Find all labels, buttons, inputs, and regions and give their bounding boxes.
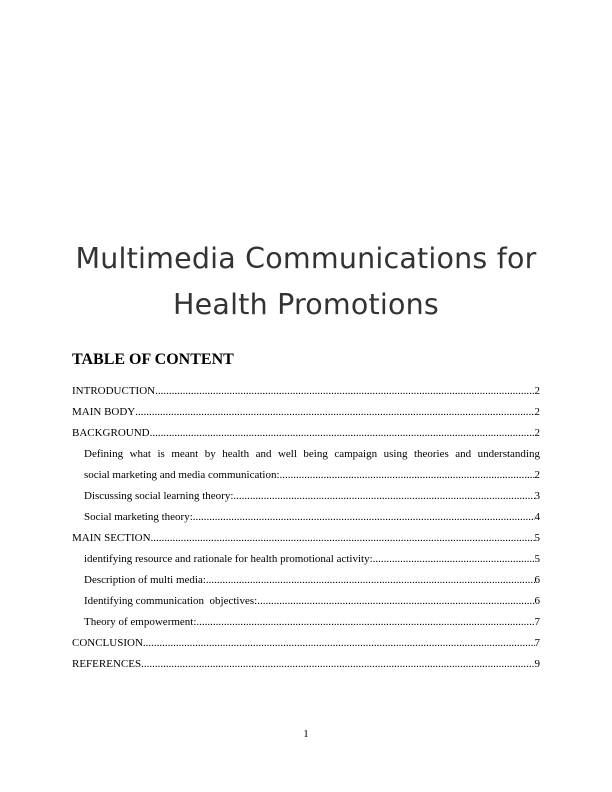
toc-entry-page: 2	[534, 406, 540, 418]
toc-entry-page: 5	[534, 553, 540, 565]
toc-leader-dots	[206, 570, 535, 591]
toc-leader-dots	[193, 507, 535, 528]
toc-leader-dots	[280, 465, 535, 486]
toc-entry-social-learning-theory[interactable]	[72, 486, 540, 507]
toc-leader-dots	[151, 528, 535, 549]
toc-entry-page: 2	[534, 385, 540, 397]
toc-entry-label: MAIN BODY	[72, 406, 136, 418]
toc-entry-main-section[interactable]	[72, 528, 540, 549]
toc-entry-label: social marketing and media communication:	[84, 469, 280, 481]
toc-entry-social-marketing-theory[interactable]	[72, 507, 540, 528]
toc-entry-page: 2	[534, 427, 540, 439]
toc-leader-dots	[135, 402, 534, 423]
toc-entry-label: INTRODUCTION	[72, 385, 156, 397]
toc-entry-introduction[interactable]	[72, 381, 540, 402]
toc-leader-dots	[141, 654, 534, 675]
toc-entry-page: 6	[534, 574, 540, 586]
toc-heading: TABLE OF CONTENT	[72, 351, 234, 368]
toc-entry-page: 2	[534, 469, 540, 481]
toc-entry-defining-health[interactable]	[72, 444, 540, 486]
toc-entry-page: 7	[534, 637, 540, 649]
toc-entry-label: REFERENCES	[72, 658, 142, 670]
toc-leader-dots	[155, 381, 534, 402]
toc-entry-background[interactable]	[72, 423, 540, 444]
toc-entry-page: 3	[534, 490, 540, 502]
toc-entry-theory-of-empowerment[interactable]	[72, 612, 540, 633]
toc-entry-label: Theory of empowerment:	[84, 616, 197, 628]
document-title	[60, 236, 552, 328]
toc-entry-page: 6	[534, 595, 540, 607]
toc-entry-label: identifying resource and rationale for health promotional activity:	[84, 553, 373, 565]
toc-entry-label: Identifying communication objectives:	[84, 595, 258, 607]
toc-entry-label: Discussing social learning theory:	[84, 490, 234, 502]
toc-entry-label: Social marketing theory:	[84, 511, 193, 523]
toc-entry-label: BACKGROUND	[72, 427, 150, 439]
toc-entry-label: CONCLUSION	[72, 637, 143, 649]
toc-leader-dots	[233, 486, 534, 507]
toc-entry-identifying-resource[interactable]	[72, 549, 540, 570]
document-title-line-1: Multimedia Communications for	[75, 242, 537, 275]
toc-leader-dots	[196, 612, 534, 633]
toc-entry-page: 9	[534, 658, 540, 670]
toc-entry-page: 5	[534, 532, 540, 544]
toc-entry-label: MAIN SECTION	[72, 532, 151, 544]
toc-entry-main-body[interactable]	[72, 402, 540, 423]
toc-entry-label: Description of multi media:	[84, 574, 206, 586]
document-title-line-2: Health Promotions	[173, 288, 439, 321]
toc-leader-dots	[150, 423, 535, 444]
toc-entry-conclusion[interactable]	[72, 633, 540, 654]
toc-leader-dots	[257, 591, 534, 612]
toc-entry-label-line-1: Defining what is meant by health and well being campaign using theories and understanding	[84, 448, 540, 460]
toc-entry-description-multimedia[interactable]	[72, 570, 540, 591]
page-number: 1	[303, 728, 309, 740]
toc-leader-dots	[143, 633, 535, 654]
toc-entry-communication-objectives[interactable]	[72, 591, 540, 612]
toc-entry-references[interactable]	[72, 654, 540, 675]
toc-entry-page: 7	[534, 616, 540, 628]
toc-leader-dots	[373, 549, 535, 570]
table-of-contents	[72, 381, 540, 675]
toc-entry-page: 4	[534, 511, 540, 523]
